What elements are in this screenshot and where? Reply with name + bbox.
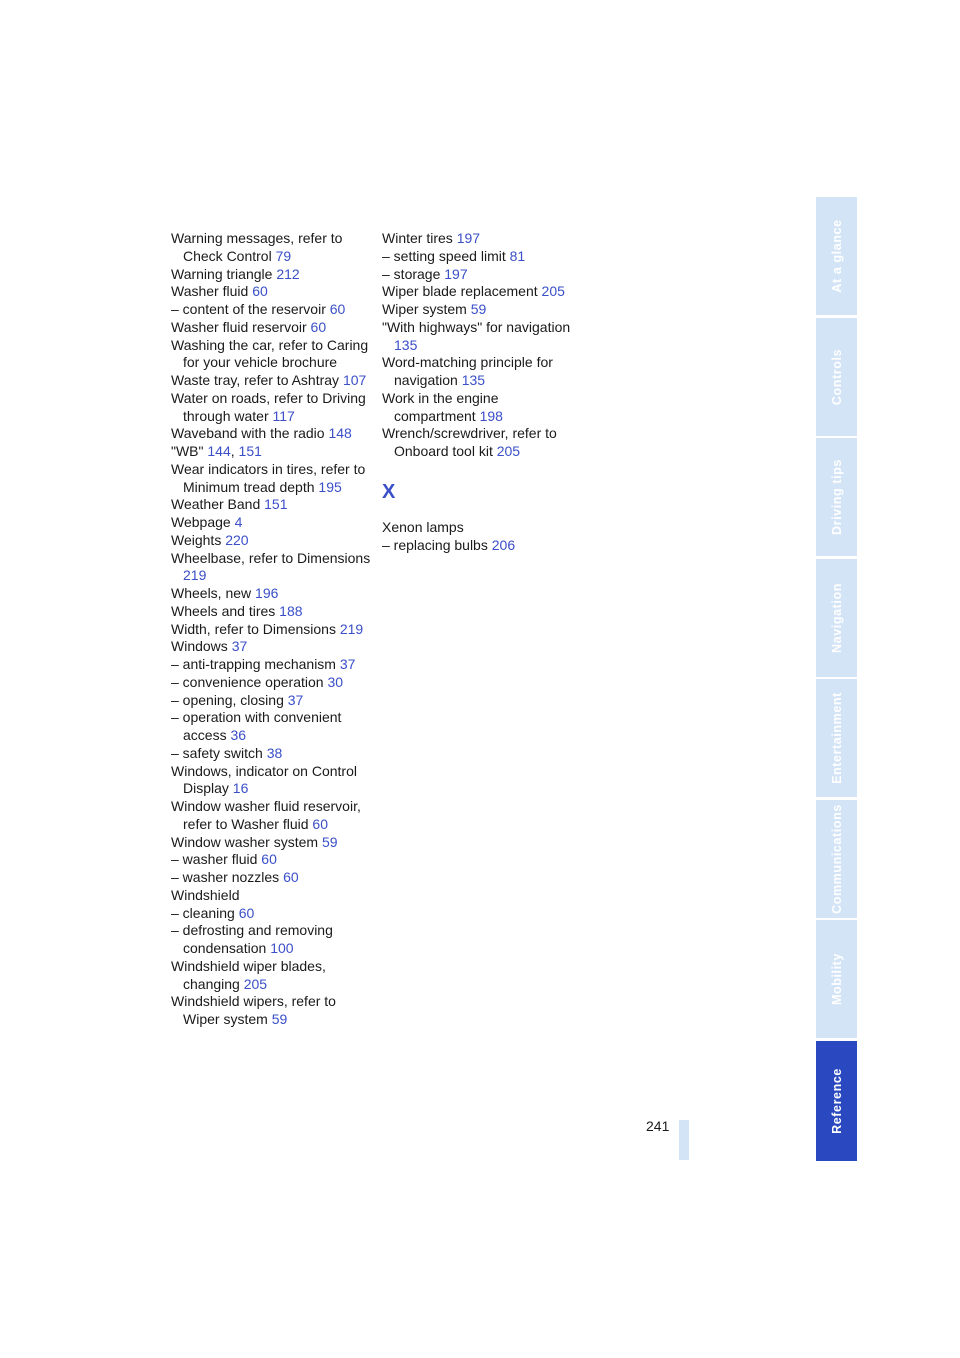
page-link[interactable]: 60 [252, 283, 268, 300]
index-entry [171, 709, 371, 745]
page-link[interactable]: 188 [279, 602, 303, 619]
index-entry [382, 354, 582, 390]
index-entry [171, 319, 371, 337]
page-link[interactable]: 205 [496, 443, 521, 459]
section-tab-communications[interactable] [816, 800, 857, 918]
section-tab-label: Navigation [829, 582, 844, 653]
section-tab-navigation[interactable] [816, 559, 857, 677]
page-link[interactable]: 60 [312, 815, 328, 832]
index-entry-text: Windshield [171, 886, 240, 903]
page-link[interactable]: 151 [238, 443, 262, 459]
x-entries [382, 519, 582, 555]
index-column-right [382, 230, 582, 554]
page-link[interactable]: 198 [479, 407, 503, 424]
section-tab-driving-tips[interactable] [816, 438, 857, 556]
index-entry-text: Waste tray, refer to Ashtray [171, 372, 340, 388]
page-link[interactable]: 148 [328, 425, 352, 442]
index-entry [382, 266, 582, 284]
index-entry [171, 550, 371, 586]
index-entry [171, 283, 371, 301]
page-link[interactable]: 197 [456, 230, 481, 246]
page-link[interactable]: 144 [207, 443, 231, 459]
index-entry [171, 692, 371, 710]
index-entry-text: Work in the engine compartment [382, 389, 499, 424]
index-entry [382, 537, 582, 555]
index-entry [171, 887, 371, 905]
index-entry [382, 283, 582, 301]
page-link[interactable]: 197 [444, 265, 468, 282]
section-tab-label: At a glance [829, 219, 844, 293]
index-entry [171, 638, 371, 656]
index-entry [171, 230, 371, 266]
page-link[interactable]: 219 [183, 567, 207, 584]
page-link[interactable]: 117 [272, 407, 295, 424]
index-entry-text: – washer fluid [171, 851, 258, 868]
page-number-bar [679, 1120, 689, 1160]
index-entry [382, 301, 582, 319]
index-entry-text: Wheels, new [171, 585, 252, 601]
index-entry-text: Water on roads, refer to Driving through water [171, 389, 366, 424]
page-link[interactable]: 60 [283, 869, 299, 885]
section-tab-label: Mobility [829, 952, 844, 1006]
index-entry-text: – washer nozzles [171, 869, 280, 885]
index-entry-text: Weights [171, 531, 222, 548]
page-link[interactable]: 60 [310, 318, 327, 335]
index-entry-text: Windows, indicator on Control Display [171, 762, 357, 797]
index-entry [171, 461, 371, 497]
page-link[interactable]: 37 [287, 691, 304, 708]
index-entry [382, 390, 582, 426]
index-entry [171, 851, 371, 869]
page-link[interactable]: 38 [266, 744, 283, 761]
index-entry-text: Winter tires [382, 230, 453, 246]
index-entry [382, 519, 582, 537]
index-entry [171, 585, 371, 603]
section-tab-controls[interactable] [816, 318, 857, 436]
page-number: 241 [646, 1118, 670, 1134]
index-entry-text: Wear indicators in tires, refer to Minimum tread depth [171, 460, 366, 495]
page-link[interactable]: 36 [230, 727, 247, 743]
page-link[interactable]: 135 [394, 336, 418, 353]
page-separator: , [230, 443, 235, 459]
section-tab-label: Controls [829, 348, 844, 405]
index-entry [171, 337, 371, 373]
index-entry [171, 372, 371, 390]
index-entry-text: Webpage [171, 514, 231, 530]
index-entry-text: Wheelbase, refer to Dimensions [171, 549, 371, 566]
index-entry [382, 425, 582, 461]
index-entry [171, 869, 371, 887]
page-link[interactable]: 100 [270, 940, 294, 956]
index-entry-text: – convenience operation [171, 673, 324, 690]
index-entry-text: "WB" [171, 443, 204, 459]
page-link[interactable]: 212 [276, 265, 300, 282]
index-column-left [171, 230, 371, 1029]
index-entry-text: – replacing bulbs [382, 536, 488, 553]
page-link[interactable]: 59 [321, 833, 338, 850]
index-entry-text: – anti-trapping mechanism [171, 656, 336, 672]
section-tab-entertainment[interactable] [816, 679, 857, 797]
index-entry [382, 248, 582, 266]
section-tab-at-a-glance[interactable] [816, 197, 857, 315]
index-entry [171, 905, 371, 923]
index-entry [171, 621, 371, 639]
page-link[interactable]: 219 [339, 620, 364, 637]
index-entry-text: – defrosting and removing condensation [171, 922, 333, 956]
index-entry [171, 993, 371, 1029]
index-entry-text: Washer fluid [171, 283, 249, 300]
index-entry-text: Weather Band [171, 496, 261, 513]
index-entry [171, 532, 371, 550]
section-tab-label: Driving tips [829, 459, 844, 535]
index-entry-text: Windows [171, 638, 228, 655]
index-entry-text: Waveband with the radio [171, 425, 325, 442]
section-tabs [816, 197, 857, 1163]
page-link[interactable]: 60 [329, 301, 346, 317]
page-link[interactable]: 205 [541, 283, 565, 300]
page-link[interactable]: 107 [342, 372, 367, 388]
index-entry-text: Windshield wipers, refer to Wiper system [171, 993, 336, 1027]
page-link[interactable]: 37 [231, 638, 248, 655]
section-tab-label: Reference [829, 1067, 844, 1134]
index-entry-text: – content of the reservoir [171, 301, 326, 317]
index-entry [171, 834, 371, 852]
index-entry [171, 798, 371, 834]
index-entry [171, 763, 371, 799]
index-entry-text: Warning triangle [171, 265, 273, 282]
page-link[interactable]: 37 [339, 656, 356, 672]
page-link[interactable]: 4 [234, 514, 243, 530]
index-entry-text: Wiper blade replacement [382, 283, 538, 300]
page-link[interactable]: 30 [327, 673, 344, 690]
index-entry [171, 496, 371, 514]
index-entry-text: – setting speed limit [382, 247, 506, 264]
index-entry-text: Warning messages, refer to Check Control [171, 230, 343, 264]
page-link[interactable]: 195 [318, 478, 342, 495]
index-entry [171, 301, 371, 319]
index-entry [171, 603, 371, 621]
index-entry-text: Wheels and tires [171, 602, 276, 619]
page-link[interactable]: 59 [470, 301, 487, 317]
page-link[interactable]: 196 [255, 585, 279, 601]
section-tab-reference[interactable] [816, 1041, 857, 1161]
index-entry [382, 319, 582, 355]
section-letter-x: X [382, 480, 396, 503]
section-tab-label: Entertainment [829, 692, 844, 784]
page-link[interactable]: 16 [232, 780, 249, 797]
page-link[interactable]: 59 [271, 1011, 288, 1027]
page-link[interactable]: 60 [261, 851, 277, 868]
index-entry [171, 514, 371, 532]
index-entry [171, 745, 371, 763]
index-entry-text: – safety switch [171, 744, 263, 761]
section-tab-label: Communications [829, 803, 844, 914]
index-entry [171, 958, 371, 994]
index-entry-text: Window washer fluid reservoir, refer to Washer fluid [171, 798, 361, 832]
page-link[interactable]: 205 [243, 975, 268, 992]
index-entry-text: "With highways" for navigation [382, 318, 571, 335]
index-entry-text: Washing the car, refer to Caring for your vehicle brochure [171, 336, 369, 371]
index-entry-text: Windshield wiper blades, changing [171, 957, 326, 992]
index-entry [171, 656, 371, 674]
index-entry-text: Window washer system [171, 833, 319, 850]
index-entry [171, 443, 371, 461]
index-entry [171, 425, 371, 443]
page-link[interactable]: 206 [491, 536, 516, 553]
index-entry [171, 390, 371, 426]
page-link[interactable]: 81 [509, 247, 526, 264]
index-entry [171, 674, 371, 692]
page-link[interactable]: 135 [461, 372, 486, 388]
index-entry [171, 922, 371, 958]
index-entry-text: Washer fluid reservoir [171, 318, 307, 335]
index-entry [171, 266, 371, 284]
index-entry-text: – operation with convenient access [171, 709, 342, 743]
index-entry-text: Wrench/screwdriver, refer to Onboard tool kit [382, 425, 557, 459]
index-entry-text: Wiper system [382, 301, 467, 317]
index-entry-text: – cleaning [171, 904, 235, 921]
index-entry-text: Word-matching principle for navigation [382, 354, 553, 388]
w-entries-continued [382, 230, 582, 461]
index-entry [382, 230, 582, 248]
index-entry-text: Width, refer to Dimensions [171, 620, 336, 637]
index-entry-text: – opening, closing [171, 691, 284, 708]
page-link[interactable]: 79 [275, 247, 292, 264]
page-link[interactable]: 151 [264, 496, 288, 513]
page-link[interactable]: 60 [238, 904, 255, 921]
section-tab-mobility[interactable] [816, 920, 857, 1038]
index-entry-text: – storage [382, 265, 441, 282]
index-entry-text: Xenon lamps [382, 518, 464, 535]
page-link[interactable]: 220 [225, 531, 249, 548]
